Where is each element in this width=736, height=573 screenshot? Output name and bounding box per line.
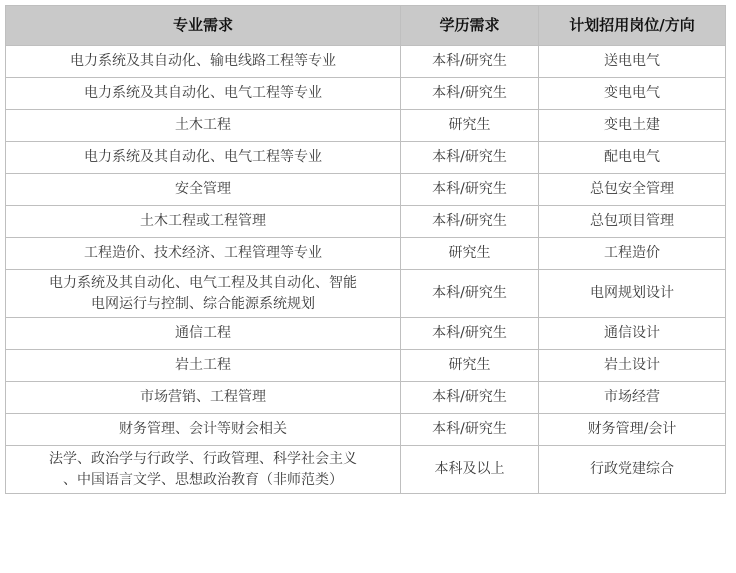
cell-major: 市场营销、工程管理 (6, 382, 401, 414)
cell-degree: 研究生 (401, 110, 539, 142)
cell-degree: 研究生 (401, 350, 539, 382)
cell-position: 行政党建综合 (539, 446, 726, 494)
cell-major: 财务管理、会计等财会相关 (6, 414, 401, 446)
cell-major-line: 、中国语言文学、思想政治教育（非师范类） (63, 471, 343, 488)
recruitment-table (5, 5, 726, 494)
cell-degree: 本科/研究生 (401, 382, 539, 414)
cell-major: 通信工程 (6, 318, 401, 350)
cell-major-line: 法学、政治学与行政学、行政管理、科学社会主义 (49, 450, 357, 467)
cell-degree: 本科/研究生 (401, 206, 539, 238)
cell-position: 总包项目管理 (539, 206, 726, 238)
cell-degree: 本科/研究生 (401, 270, 539, 318)
cell-major (6, 270, 401, 318)
cell-degree: 本科及以上 (401, 446, 539, 494)
cell-position: 配电电气 (539, 142, 726, 174)
table-row (6, 174, 726, 206)
cell-major: 电力系统及其自动化、电气工程等专业 (6, 142, 401, 174)
header-position: 计划招用岗位/方向 (539, 6, 726, 46)
table-row (6, 382, 726, 414)
table-row (6, 78, 726, 110)
cell-position: 财务管理/会计 (539, 414, 726, 446)
cell-position: 电网规划设计 (539, 270, 726, 318)
table-row (6, 238, 726, 270)
table-row (6, 270, 726, 318)
cell-position: 变电电气 (539, 78, 726, 110)
cell-degree: 本科/研究生 (401, 318, 539, 350)
table-row (6, 318, 726, 350)
cell-position: 总包安全管理 (539, 174, 726, 206)
header-major: 专业需求 (6, 6, 401, 46)
table-row (6, 206, 726, 238)
cell-position: 变电土建 (539, 110, 726, 142)
cell-major-line: 电力系统及其自动化、电气工程及其自动化、智能 (49, 274, 357, 291)
cell-position: 岩土设计 (539, 350, 726, 382)
header-row (6, 6, 726, 46)
cell-major: 电力系统及其自动化、输电线路工程等专业 (6, 46, 401, 78)
cell-major: 岩土工程 (6, 350, 401, 382)
cell-major-line: 电网运行与控制、综合能源系统规划 (91, 295, 315, 312)
cell-position: 工程造价 (539, 238, 726, 270)
table-row (6, 46, 726, 78)
cell-major: 土木工程或工程管理 (6, 206, 401, 238)
cell-position: 送电电气 (539, 46, 726, 78)
table-row (6, 110, 726, 142)
table-row (6, 350, 726, 382)
table-row (6, 414, 726, 446)
cell-degree: 本科/研究生 (401, 142, 539, 174)
cell-position: 通信设计 (539, 318, 726, 350)
table-row (6, 446, 726, 494)
cell-major: 土木工程 (6, 110, 401, 142)
cell-major: 安全管理 (6, 174, 401, 206)
table-row (6, 142, 726, 174)
cell-major: 电力系统及其自动化、电气工程等专业 (6, 78, 401, 110)
cell-major (6, 446, 401, 494)
cell-degree: 本科/研究生 (401, 414, 539, 446)
cell-degree: 本科/研究生 (401, 174, 539, 206)
cell-degree: 研究生 (401, 238, 539, 270)
cell-major: 工程造价、技术经济、工程管理等专业 (6, 238, 401, 270)
cell-degree: 本科/研究生 (401, 46, 539, 78)
cell-position: 市场经营 (539, 382, 726, 414)
header-degree: 学历需求 (401, 6, 539, 46)
cell-degree: 本科/研究生 (401, 78, 539, 110)
